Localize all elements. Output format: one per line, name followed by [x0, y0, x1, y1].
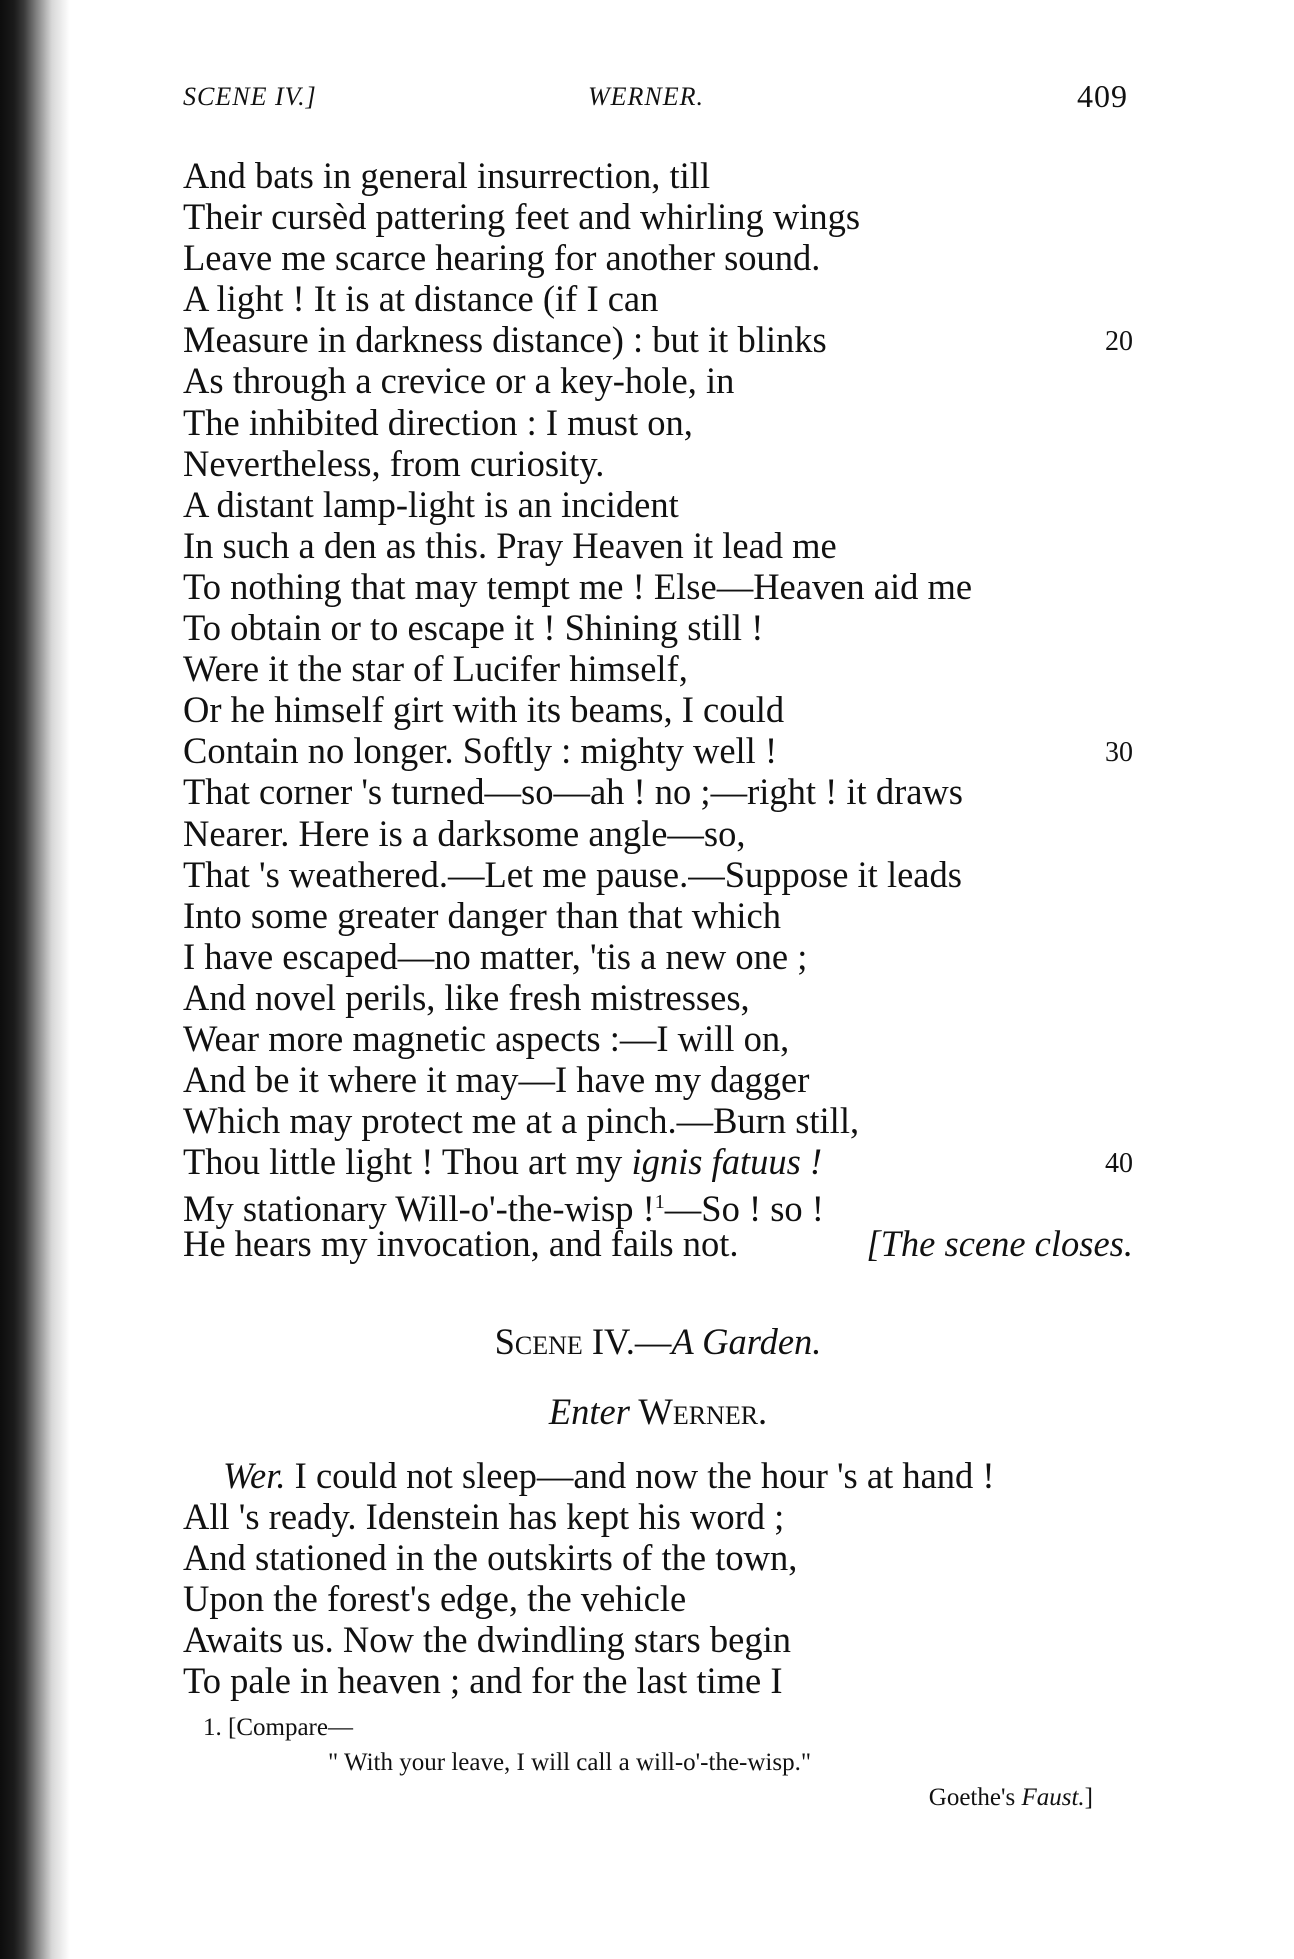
- verse-line: Awaits us. Now the dwindling stars begin: [183, 1619, 791, 1661]
- verse-line: Into some greater danger than that which: [183, 894, 781, 936]
- stage-entry: Enter Werner.: [548, 1391, 768, 1432]
- stage-direction: [The scene closes.: [866, 1223, 1133, 1265]
- verse-line: The inhibited direction : I must on,: [183, 401, 693, 443]
- footnote-quote: " With your leave, I will call a will-o'-the-wisp.": [328, 1749, 812, 1776]
- scene-heading: Scene IV.—A Garden.: [494, 1321, 822, 1362]
- running-header: [183, 78, 1133, 122]
- italic-phrase: ignis fatuus !: [631, 1141, 823, 1183]
- verse-line: And stationed in the outskirts of the town,: [183, 1537, 798, 1579]
- verse-line: Were it the star of Lucifer himself,: [183, 648, 688, 690]
- verse-line: That corner 's turned—so—ah ! no ;—right ! it draws: [183, 771, 963, 813]
- verse-line: Contain no longer. Softly : mighty well ! 30: [183, 730, 1133, 771]
- verse-line: Or he himself girt with its beams, I could: [183, 689, 785, 731]
- verse-line: Upon the forest's edge, the vehicle: [183, 1578, 687, 1620]
- verse-line: He hears my invocation, and fails not. [The scene closes.: [183, 1223, 1133, 1265]
- speech-block: [183, 1455, 1133, 1702]
- page-number: 409: [1077, 78, 1128, 114]
- verse-line: All 's ready. Idenstein has kept his word ;: [183, 1496, 785, 1538]
- verse-line: To pale in heaven ; and for the last time I: [183, 1660, 783, 1702]
- footnote-marker: 1: [654, 1191, 665, 1214]
- header-title: WERNER.: [588, 82, 705, 111]
- verse-line: My stationary Will-o'-the-wisp !$^1$—So ! so !: [183, 1188, 824, 1230]
- verse-line: And novel perils, like fresh mistresses,: [183, 976, 750, 1018]
- footnote-line: 1. [Compare—: [203, 1714, 353, 1741]
- footnote: [203, 1710, 1123, 1815]
- verse-line: In such a den as this. Pray Heaven it lead me: [183, 524, 837, 566]
- line-number: 20: [1105, 326, 1133, 358]
- line-number: 30: [1105, 737, 1133, 769]
- verse-line: Nevertheless, from curiosity.: [183, 442, 605, 484]
- verse-line: Measure in darkness distance) : but it blinks 20: [183, 319, 1133, 360]
- verse-line: Wear more magnetic aspects :—I will on,: [183, 1017, 790, 1059]
- verse-line: Leave me scarce hearing for another sound.: [183, 237, 821, 279]
- verse-line: Their cursèd pattering feet and whirling wings: [183, 196, 861, 238]
- header-scene: SCENE IV.]: [183, 82, 317, 111]
- line-number: 40: [1105, 1148, 1133, 1180]
- page-binding-shadow: [0, 0, 70, 1959]
- verse-line: And be it where it may—I have my dagger: [183, 1059, 810, 1101]
- verse-line: To obtain or to escape it ! Shining still !: [183, 607, 764, 649]
- speaker-name: Wer.: [223, 1455, 286, 1496]
- verse-block: [183, 155, 1133, 1265]
- verse-line: Which may protect me at a pinch.—Burn still,: [183, 1100, 860, 1142]
- verse-line: I have escaped—no matter, 'tis a new one ;: [183, 935, 808, 977]
- speech-first-line: Wer. I could not sleep—and now the hour 's at hand !: [223, 1455, 995, 1496]
- footnote-source: Goethe's Faust.]: [928, 1784, 1093, 1811]
- verse-line: And bats in general insurrection, till: [183, 155, 711, 196]
- verse-line: A distant lamp-light is an incident: [183, 483, 679, 525]
- verse-line: A light ! It is at distance (if I can: [183, 278, 659, 320]
- verse-line: Nearer. Here is a darksome angle—so,: [183, 812, 746, 854]
- verse-line: As through a crevice or a key-hole, in: [183, 360, 735, 402]
- verse-line: That 's weathered.—Let me pause.—Suppose it leads: [183, 853, 962, 895]
- verse-line: To nothing that may tempt me ! Else—Heaven aid me: [183, 565, 973, 607]
- verse-line: Thou little light ! Thou art my ignis fatuus ! 40: [183, 1141, 1133, 1182]
